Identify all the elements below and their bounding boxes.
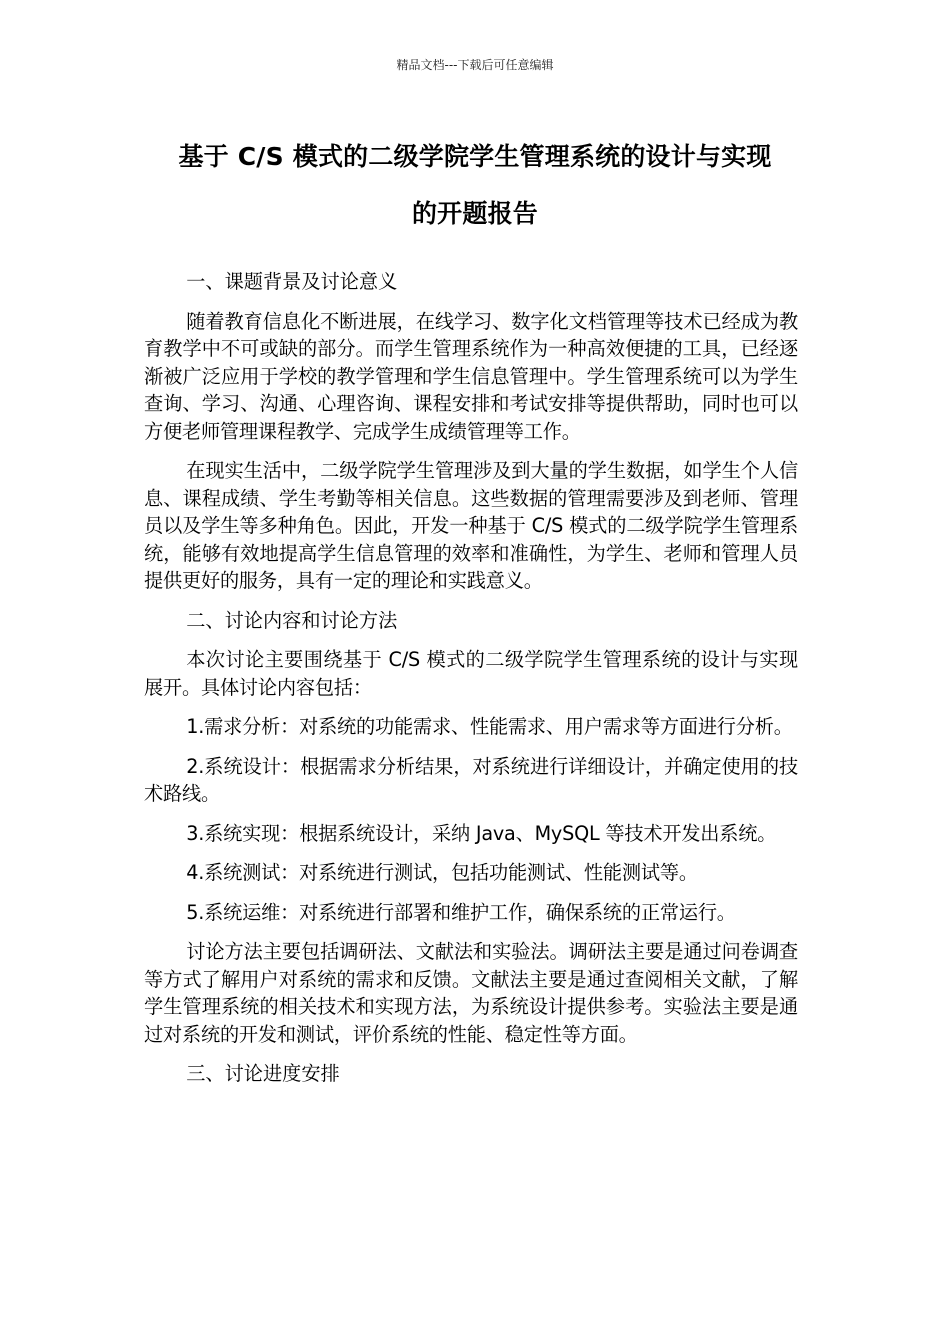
document-title bbox=[120, 128, 830, 242]
list-item-testing: 4.系统测试：对系统进行测试，包括功能测试、性能测试等。 bbox=[186, 861, 698, 884]
section-heading-background: 一、课题背景及讨论意义 bbox=[186, 270, 398, 293]
page-header: 精品文档---下载后可任意编辑 bbox=[396, 58, 554, 72]
paragraph: 随着教育信息化不断进展，在线学习、数字化文档管理等技术已经成为教育教学中不可或缺的部分。而学生管理系统作为一种高效便捷的工具，已经逐渐被广泛应用于学校的教学管理和学生信息管理中。学生管理系统可以为学生查询、学习、沟通、心理咨询、课程安排和考试安排等提供帮助，同时也可以方便老师管理课程教学、完成学生成绩管理等工作。 bbox=[144, 309, 798, 443]
title-line-1: 基于 C/S 模式的二级学院学生管理系统的设计与实现 bbox=[178, 142, 772, 171]
section-heading-content-methods: 二、讨论内容和讨论方法 bbox=[186, 608, 398, 632]
paragraph: 在现实生活中，二级学院学生管理涉及到大量的学生数据，如学生个人信息、课程成绩、学生考勤等相关信息。这些数据的管理需要涉及到老师、管理员以及学生等多种角色。因此，开发一种基于 C/S 模式的二级学院学生管理系统，能够有效地提高学生信息管理的效率和准确性，为学生、老师和管理人员提供更好的服务，具有一定的理论和实践意义。 bbox=[144, 459, 798, 592]
list-item-requirements: 1.需求分析：对系统的功能需求、性能需求、用户需求等方面进行分析。 bbox=[186, 715, 793, 738]
paragraph: 讨论方法主要包括调研法、文献法和实验法。调研法主要是通过问卷调查等方式了解用户对系统的需求和反馈。文献法主要是通过查阅相关文献，了解学生管理系统的相关技术和实现方法，为系统设计提供参考。实验法主要是通过对系统的开发和测试，评价系统的性能、稳定性等方面。 bbox=[144, 940, 798, 1046]
list-item-implementation: 3.系统实现：根据系统设计，采纳 Java、MySQL 等技术开发出系统。 bbox=[186, 821, 777, 845]
document-body bbox=[144, 268, 798, 1100]
title-line-2: 的开题报告 bbox=[411, 199, 538, 228]
section-heading-schedule: 三、讨论进度安排 bbox=[186, 1062, 340, 1085]
list-item-operations: 5.系统运维：对系统进行部署和维护工作，确保系统的正常运行。 bbox=[186, 900, 736, 924]
paragraph: 本次讨论主要围绕基于 C/S 模式的二级学院学生管理系统的设计与实现展开。具体讨论内容包括： bbox=[144, 648, 798, 699]
list-item-design: 2.系统设计：根据需求分析结果，对系统进行详细设计，并确定使用的技术路线。 bbox=[144, 754, 798, 805]
